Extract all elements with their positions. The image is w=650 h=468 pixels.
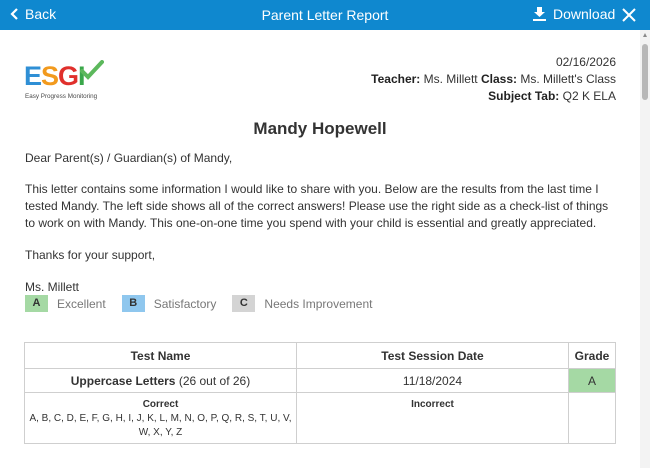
teacher-value: Ms. Millett xyxy=(423,72,478,86)
header-grade: Grade xyxy=(569,343,616,369)
teacher-label: Teacher: xyxy=(371,72,421,86)
page-title: Parent Letter Report xyxy=(261,7,389,23)
correct-values: A, B, C, D, E, F, G, H, I, J, K, L, M, N, O, P, Q, R, S, T, U, V, W, X, Y, Z xyxy=(29,413,292,438)
correct-cell xyxy=(25,393,297,444)
letter-signature: Ms. Millett xyxy=(25,280,79,294)
grade-legend xyxy=(25,295,388,312)
checkmark-icon xyxy=(80,60,104,80)
download-button[interactable] xyxy=(533,6,615,22)
logo-brand: ESGI xyxy=(24,61,85,91)
report-meta xyxy=(371,54,616,105)
subject-label: Subject Tab: xyxy=(488,89,560,103)
legend-label-b: Satisfactory xyxy=(153,296,217,311)
teacher-class-line xyxy=(371,71,616,88)
legend-label-c: Needs Improvement xyxy=(264,296,373,311)
class-value: Ms. Millett's Class xyxy=(520,72,616,86)
table-row xyxy=(25,369,616,393)
back-label: Back xyxy=(25,6,57,22)
grade-detail-cell xyxy=(569,393,616,444)
legend-badge-a: A xyxy=(25,295,48,312)
session-date: 11/18/2024 xyxy=(297,369,569,393)
grade-value: A xyxy=(569,369,616,393)
table-detail-row xyxy=(25,393,616,444)
incorrect-label: Incorrect xyxy=(411,399,454,410)
class-label: Class: xyxy=(480,72,518,86)
test-score: (26 out of 26) xyxy=(178,373,251,388)
report-date: 02/16/2026 xyxy=(555,55,616,69)
header-test-name: Test Name xyxy=(25,343,297,369)
student-name: Mandy Hopewell xyxy=(253,119,387,138)
legend-label-a: Excellent xyxy=(57,296,106,311)
letter-greeting: Dear Parent(s) / Guardian(s) of Mandy, xyxy=(25,151,233,165)
download-icon xyxy=(533,7,546,21)
scrollbar[interactable] xyxy=(640,30,650,468)
incorrect-cell xyxy=(297,393,569,444)
scroll-up-icon[interactable] xyxy=(643,33,647,37)
table-header-row xyxy=(25,343,616,369)
subject-line xyxy=(371,88,616,105)
letter-body: This letter contains some information I would like to share with you. Below are the results from the last time I tested Mandy. The left side shows all of the correct answers! Please use the right side as a check-list of things to work on with Mandy. This one-on-one time you spend with your child is essential and greatly appreciated. xyxy=(25,182,609,230)
correct-label: Correct xyxy=(142,399,179,410)
scroll-thumb[interactable] xyxy=(642,44,648,100)
close-icon[interactable] xyxy=(622,8,636,22)
legend-badge-c: C xyxy=(232,295,255,312)
logo-tagline: Easy Progress Monitoring xyxy=(25,93,98,100)
subject-value: Q2 K ELA xyxy=(562,89,616,103)
letter-thanks: Thanks for your support, xyxy=(25,248,156,262)
header-session-date: Test Session Date xyxy=(297,343,569,369)
legend-badge-b: B xyxy=(122,295,145,312)
download-label: Download xyxy=(553,6,616,22)
esgi-logo xyxy=(24,62,106,106)
test-name: Uppercase Letters xyxy=(70,373,176,388)
test-name-cell xyxy=(25,369,297,393)
top-bar xyxy=(0,0,650,30)
results-table xyxy=(24,342,616,444)
